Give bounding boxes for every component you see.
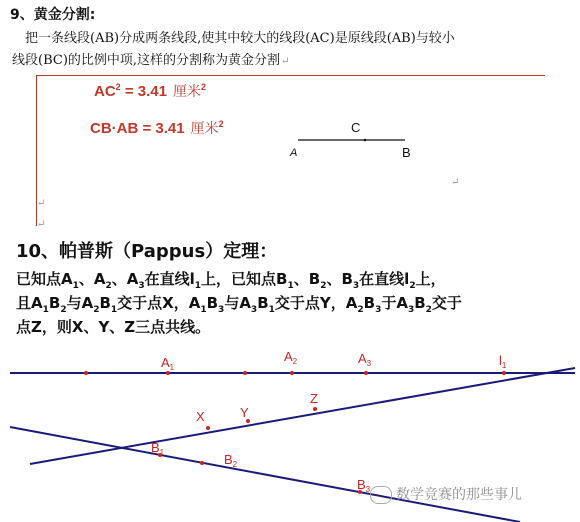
label-b3: $B_3$ [357, 477, 371, 494]
wechat-icon [370, 486, 392, 504]
point-l1 [502, 371, 506, 375]
point-b2 [200, 461, 204, 465]
crossing-line [30, 368, 575, 464]
point-z [313, 407, 317, 411]
label-a1: $A_1$ [161, 355, 175, 372]
label-l1: $l_1$ [499, 353, 507, 370]
line-l2 [10, 427, 520, 522]
point-a0 [84, 371, 88, 375]
point-a3 [364, 371, 368, 375]
paragraph-mark: ↵ [37, 219, 46, 230]
paragraph-mark: ↵ [451, 177, 460, 188]
label-c: C [351, 120, 361, 135]
watermark: 数学竞赛的那些事儿 [370, 484, 522, 504]
section-10-text-line-1: 已知点$A_1$、$A_2$、$A_3$在直线$l_1$上，已知点$B_1$、$B_2$、$B_3$在直线$l_2$上， [16, 270, 446, 291]
label-x: X [196, 409, 205, 424]
label-b2: $B_2$ [224, 452, 238, 469]
label-a: A [290, 147, 298, 159]
label-a3: $A_3$ [358, 351, 372, 368]
paragraph-mark: ↵ [281, 56, 290, 67]
label-z: Z [310, 391, 318, 406]
section-10-text-line-3: 点Z，则X、Y、Z三点共线。 [16, 318, 211, 336]
formula-ac-squared: $AC^2 = 3.41$ 厘米$^2$ [94, 82, 206, 100]
point-l1-mark [243, 371, 247, 375]
section-9-text-line-1: 把一条线段(AB)分成两条线段,使其中较大的线段(AC)是原线段(AB)与较小 [12, 31, 455, 46]
point-a2 [290, 371, 294, 375]
point-c [364, 139, 367, 142]
point-x [206, 426, 210, 430]
formula-cb-ab: CB·AB = 3.41 厘米$^2$ [90, 119, 224, 137]
label-b1: $B_1$ [151, 440, 165, 457]
paragraph-mark: ↵ [37, 198, 46, 209]
label-y: Y [240, 405, 249, 420]
section-10-title: 10、帕普斯（Pappus）定理： [16, 241, 278, 262]
section-10-text-line-2: 且$A_1B_2$与$A_2B_1$交于点X，$A_1B_3$与$A_3B_1$交于点Y，$A_2B_3$于$A_3B_2$交于 [16, 294, 462, 315]
label-a2: $A_2$ [284, 349, 298, 366]
section-9-title: 9、黄金分割: [10, 7, 96, 23]
label-b: B [402, 145, 411, 160]
section-9-text-line-2: 线段(BC)的比例中项,这样的分割称为黄金分割↵ [12, 53, 290, 68]
